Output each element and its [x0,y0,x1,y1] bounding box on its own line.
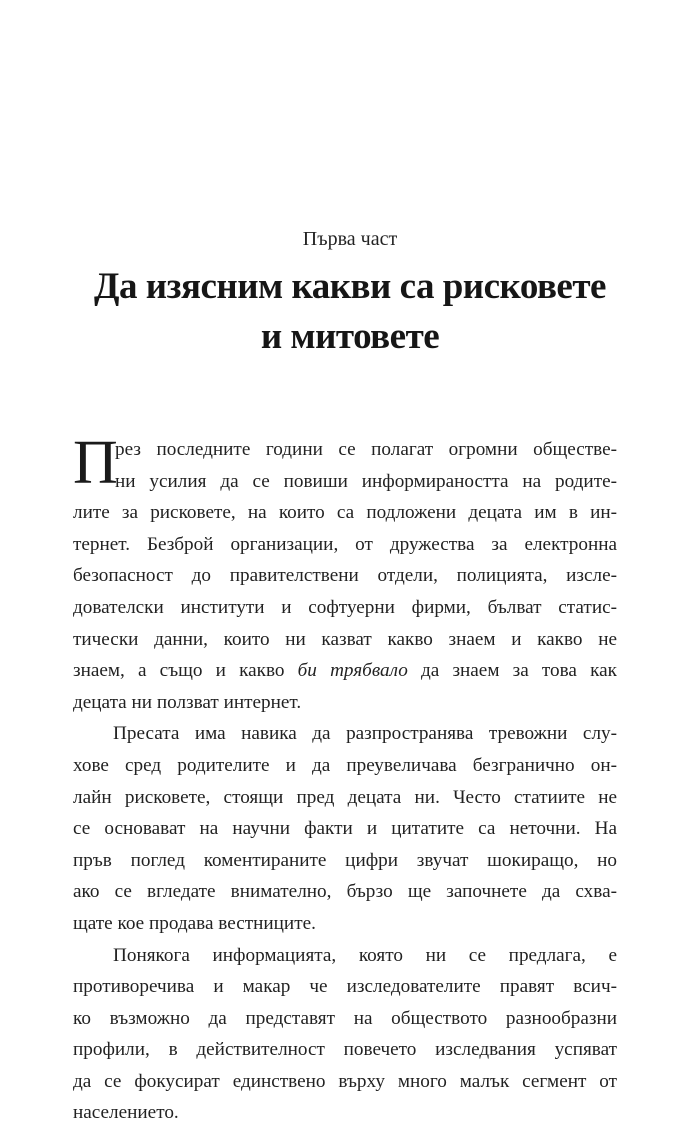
line-text: хове сред родителите и да преувеличава безгранично он- [73,755,617,776]
text-line [73,750,617,782]
line-text: дователски институти и софтуерни фирми, бълват статис- [73,597,617,618]
text-line [73,560,617,592]
chapter-title-line-1: Да изясним какви са рисковете [0,262,700,312]
line-text: знаем, а също и какво [73,660,298,681]
line-text: пръв поглед коментираните цифри звучат шокиращо, но [73,850,617,871]
text-line [73,876,617,908]
line-text: лите за рисковете, на които са подложени децата им в ин- [73,502,617,523]
line-text: рез последните години се полагат огромни обществе- [115,439,617,460]
line-text: да се фокусират единствено върху много малък сегмент от [73,1071,617,1092]
line-text: тически данни, които ни казват какво знаем и какво не [73,629,617,650]
line-text: Понякога информацията, която ни се предлага, е [113,945,617,966]
text-line [73,782,617,814]
italic-phrase: би трябвало [298,660,408,681]
line-text: се основават на научни факти и цитатите са неточни. На [73,818,617,839]
text-line [73,529,617,561]
line-text: населението. [73,1102,179,1123]
text-line [73,908,617,940]
text-line [73,813,617,845]
paragraph-1 [73,434,617,718]
text-line [73,592,617,624]
body-text [73,434,617,1129]
text-line [73,971,617,1003]
text-line [73,1034,617,1066]
line-text: противоречива и макар че изследователите правят всич- [73,976,617,997]
line-text: ни усилия да се повиши информираността на родите- [115,471,617,492]
paragraph-3 [73,940,617,1129]
text-line [73,940,617,972]
chapter-title [0,262,700,362]
line-text: безопасност до правителствени отдели, полицията, изсле- [73,565,617,586]
line-text: децата ни ползват интернет. [73,692,301,713]
line-text: да знаем за това как [421,660,617,681]
line-text: ко възможно да представят на обществото разнообразни [73,1008,617,1029]
text-line [73,1003,617,1035]
line-text: ако се вгледате внимателно, бързо ще започнете да схва- [73,881,617,902]
text-line [73,718,617,750]
text-line [73,497,617,529]
line-text: тернет. Безброй организации, от дружества за електронна [73,534,617,555]
line-text: Пресата има навика да разпространява тревожни слу- [113,723,617,744]
line-text: щате кое продава вестниците. [73,913,316,934]
drop-cap: П [73,435,118,491]
paragraph-2 [73,718,617,939]
line-text: лайн рисковете, стоящи пред децата ни. Често статиите не [73,787,617,808]
text-line [73,434,617,466]
text-line [73,655,617,687]
text-line [73,687,617,719]
part-label: Първа част [0,226,700,252]
text-line [73,624,617,656]
text-line [73,845,617,877]
text-line [73,1066,617,1098]
text-line [73,466,617,498]
line-text: профили, в действителност повечето изследвания успяват [73,1039,617,1060]
chapter-title-line-2: и митовете [0,312,700,362]
text-line [73,1097,617,1129]
